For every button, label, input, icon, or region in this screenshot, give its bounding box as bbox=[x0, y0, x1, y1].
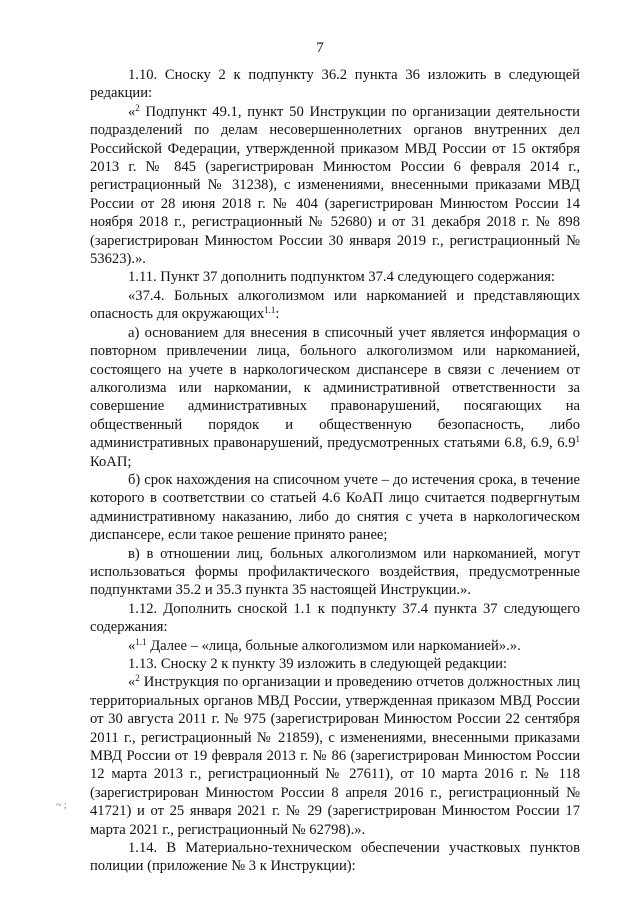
paragraph-footnote-2-text bbox=[90, 103, 580, 269]
paragraph-item-a bbox=[90, 324, 580, 471]
paragraph-text: : bbox=[275, 306, 280, 323]
paragraph-text: КоАП; bbox=[90, 453, 132, 470]
paragraph-text: «37.4. Больных алкоголизмом или наркоманией и представляющих опасность для окружающих bbox=[90, 287, 580, 323]
paragraph-text: « bbox=[128, 674, 136, 691]
document-body bbox=[90, 66, 580, 876]
paragraph-text: в) в отношении лиц, больных алкоголизмом или наркоманией, могут использоваться формы профилактического воздействия, предусмотренные подпунктами 35.2 и 35.3 пункта 35 настоящей Инструкции.». bbox=[90, 545, 580, 599]
paragraph-text: а) основанием для внесения в списочный учет является информация о повторном привлечении лица, больного алкоголизмом или наркоманией, состоящего на учете в наркологическом диспансере в связи с лечением от алкоголизма или наркомании, к административной ответственности за совершение административных правонарушений, посягающих на общественный порядок и общественную безопасность, либо административных правонарушений, предусмотренных статьями 6.8, 6.9, 6.9 bbox=[90, 324, 580, 452]
paragraph-text: 1.13. Сноску 2 к пункту 39 изложить в следующей редакции: bbox=[128, 656, 508, 672]
paragraph-item-v bbox=[90, 545, 580, 600]
paragraph-text: Далее – «лица, больные алкоголизмом или наркоманией».». bbox=[146, 637, 521, 654]
paragraph-text: Подпункт 49.1, пункт 50 Инструкции по организации деятельности подразделений по делам несовершеннолетних органов внутренних дел Российской Федерации, утвержденной приказом МВД России от 15 октября 2013 г. № 845 (зарегистрирован Минюстом России 6 февраля 2014 г., регистрационный № 31238), с изменениями, внесенными приказами МВД России от 28 июня 2018 г. № 404 (зарегистрирован Минюстом России 14 ноября 2018 г., регистрационный № 52680) и от 31 декабря 2018 г. № 898 (зарегистрирован Минюстом России 30 января 2019 г., регистрационный № 53623).». bbox=[90, 103, 580, 268]
paragraph-text: 1.11. Пункт 37 дополнить подпунктом 37.4 следующего содержания: bbox=[128, 269, 555, 286]
paragraph-p1-14 bbox=[90, 839, 580, 876]
paragraph-text: Инструкция по организации и проведению отчетов должностных лиц территориальных органов МВД России, утвержденная приказом МВД России от 30 августа 2011 г. № 975 (зарегистрирован Минюстом России 22 сентября 2011 г., регистрационный № 21859), с изменениями, внесенными приказами МВД России от 19 февраля 2013 г. № 86 (зарегистрирован Минюстом России 12 марта 2013 г., регистрационный № 27611), от 10 марта 2016 г. № 118 (зарегистрирован Минюстом России 8 апреля 2016 г., регистрационный № 41721) и от 25 января 2021 г. № 29 (зарегистрирован Минюстом России 17 марта 2021 г., регистрационный № 62798).». bbox=[90, 674, 580, 838]
paragraph-text: б) срок нахождения на списочном учете – до истечения срока, в течение которого в соответствии со статьей 4.6 КоАП лицо считается подвергнутым административному наказанию, либо до снятия с учета в наркологическом диспансере, если такое решение принято ранее; bbox=[90, 471, 580, 544]
paragraph-footnote-1-1-text bbox=[90, 637, 580, 655]
paragraph-text: « bbox=[128, 103, 136, 120]
paragraph-p37-4 bbox=[90, 287, 580, 324]
paragraph-p1-12 bbox=[90, 600, 580, 637]
footnote-marker: 2 bbox=[135, 102, 140, 113]
footnote-marker: 1 bbox=[575, 434, 580, 445]
paragraph-p1-11 bbox=[90, 268, 580, 286]
paragraph-text: 1.10. Сноску 2 к подпункту 36.2 пункта 36 изложить в следующей редакции: bbox=[90, 67, 580, 102]
paragraph-footnote-2-p39-text bbox=[90, 673, 580, 839]
footnote-marker: 1.1 bbox=[264, 305, 276, 316]
paragraph-p1-10 bbox=[90, 66, 580, 103]
paragraph-text: 1.12. Дополнить сноской 1.1 к подпункту 37.4 пункта 37 следующего содержания: bbox=[90, 600, 580, 636]
paragraph-text: « bbox=[128, 637, 136, 654]
paragraph-item-b bbox=[90, 471, 580, 545]
paragraph-p1-13 bbox=[90, 655, 580, 673]
footnote-marker: 1.1 bbox=[135, 636, 147, 647]
page-number: 7 bbox=[316, 40, 324, 56]
paragraph-text: 1.14. В Материально-техническом обеспечении участковых пунктов полиции (приложение № 3 к Инструкции): bbox=[90, 840, 580, 875]
footnote-marker: 2 bbox=[135, 673, 140, 684]
margin-mark: ~ ; bbox=[56, 800, 67, 811]
